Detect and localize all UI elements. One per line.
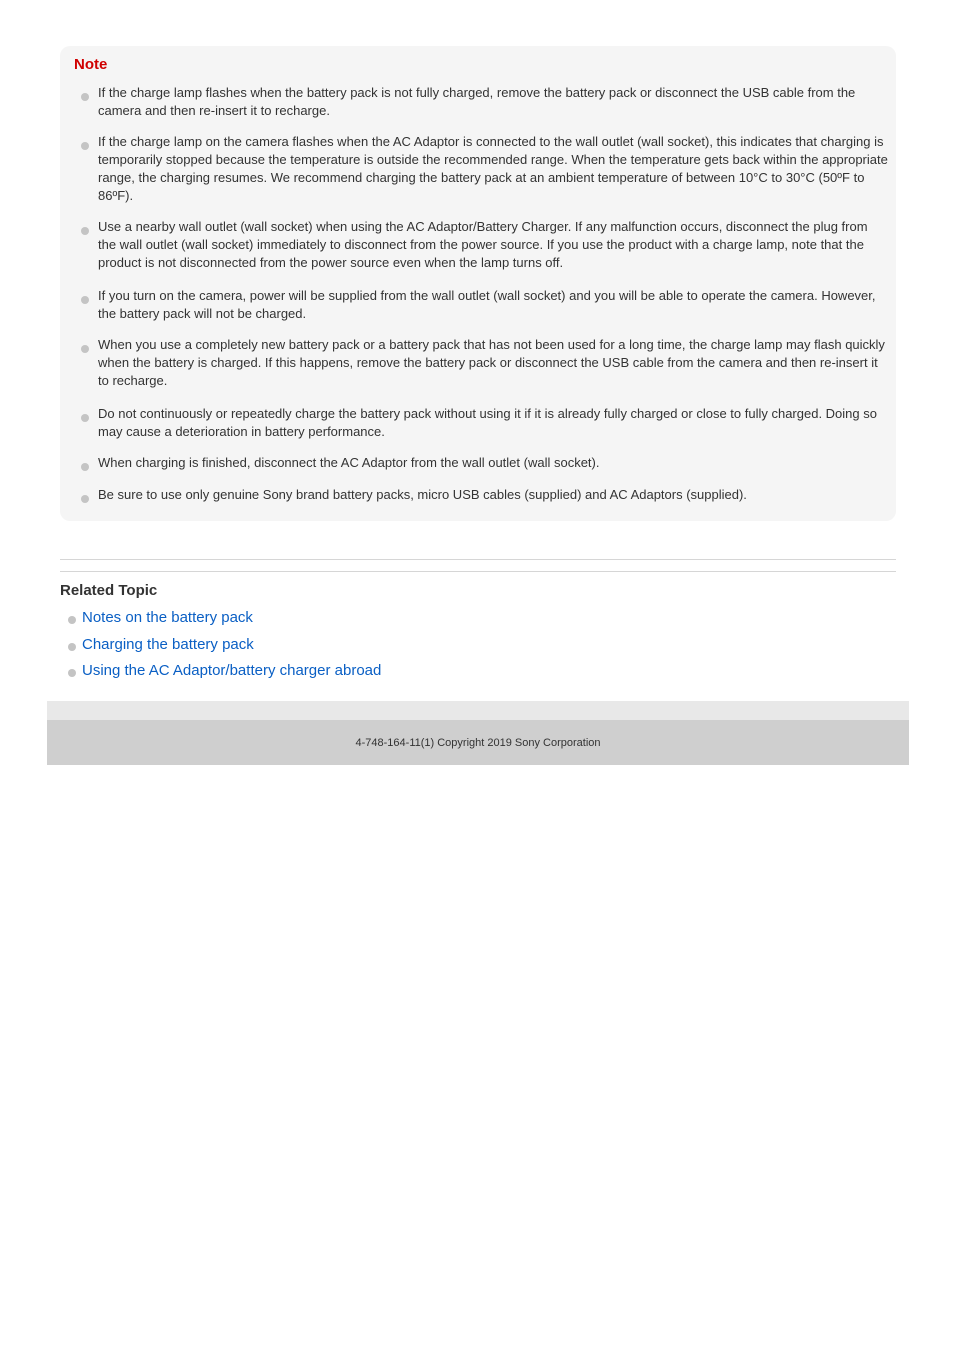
- related-link-charging-battery[interactable]: Charging the battery pack: [82, 636, 254, 653]
- note-text: Use a nearby wall outlet (wall socket) when using the AC Adaptor/Battery Charger. If any malfunction occurs, disconnect the plug from the wall outlet (wall socket) immediately to disconnect from the power source. If you use the product with a charge lamp, note that the product is not disconnected from the power source even when the lamp turns off.: [98, 219, 868, 270]
- bullet-icon: [68, 616, 76, 624]
- note-text: When you use a completely new battery pack or a battery pack that has not been used for a long time, the charge lamp may flash quickly when the battery is charged. If this happens, remove the battery pack or disconnect the USB cable from the camera and then re-insert it to recharge.: [98, 337, 885, 388]
- note-text: If you turn on the camera, power will be supplied from the wall outlet (wall socket) and you will be able to operate the camera. However, the battery pack will not be charged.: [98, 288, 876, 321]
- divider: [60, 571, 896, 572]
- bullet-icon: [68, 643, 76, 651]
- copyright-text: 4-748-164-11(1) Copyright 2019 Sony Corporation: [355, 736, 601, 749]
- note-text: If the charge lamp flashes when the battery pack is not fully charged, remove the battery pack or disconnect the USB cable from the camera and then re-insert it to recharge.: [98, 85, 856, 118]
- bullet-icon: [81, 93, 89, 101]
- related-item: [60, 608, 660, 628]
- related-topic-title: Related Topic: [60, 582, 158, 599]
- bullet-icon: [81, 142, 89, 150]
- note-text: If the charge lamp on the camera flashes when the AC Adaptor is connected to the wall outlet (wall socket), this indicates that charging is temporarily stopped because the temperature is outside the recommended range. When the temperature gets back within the appropriate range, the charging resumes. We recommend charging the battery pack at an ambient temperature of between 10°C to 30°C (50ºF to 86ºF).: [98, 134, 888, 203]
- bullet-icon: [81, 227, 89, 235]
- bullet-icon: [81, 296, 89, 304]
- note-text: Be sure to use only genuine Sony brand battery packs, micro USB cables (supplied) and AC Adaptors (supplied).: [98, 487, 747, 502]
- bullet-icon: [81, 495, 89, 503]
- bullet-icon: [68, 669, 76, 677]
- related-link-ac-adaptor-abroad[interactable]: Using the AC Adaptor/battery charger abroad: [82, 662, 382, 679]
- note-text: When charging is finished, disconnect the AC Adaptor from the wall outlet (wall socket).: [98, 455, 600, 470]
- bullet-icon: [81, 414, 89, 422]
- note-title: Note: [74, 56, 108, 73]
- footer-band: [47, 701, 909, 720]
- divider: [60, 559, 896, 560]
- related-link-notes-battery[interactable]: Notes on the battery pack: [82, 609, 253, 626]
- bullet-icon: [81, 463, 89, 471]
- note-text: Do not continuously or repeatedly charge the battery pack without using it if it is already fully charged or close to fully charged. Doing so may cause a deterioration in battery performance.: [98, 406, 877, 439]
- note-box: [60, 46, 896, 521]
- bullet-icon: [81, 345, 89, 353]
- related-item: [60, 661, 660, 681]
- related-item: [60, 635, 660, 655]
- footer: [47, 720, 909, 765]
